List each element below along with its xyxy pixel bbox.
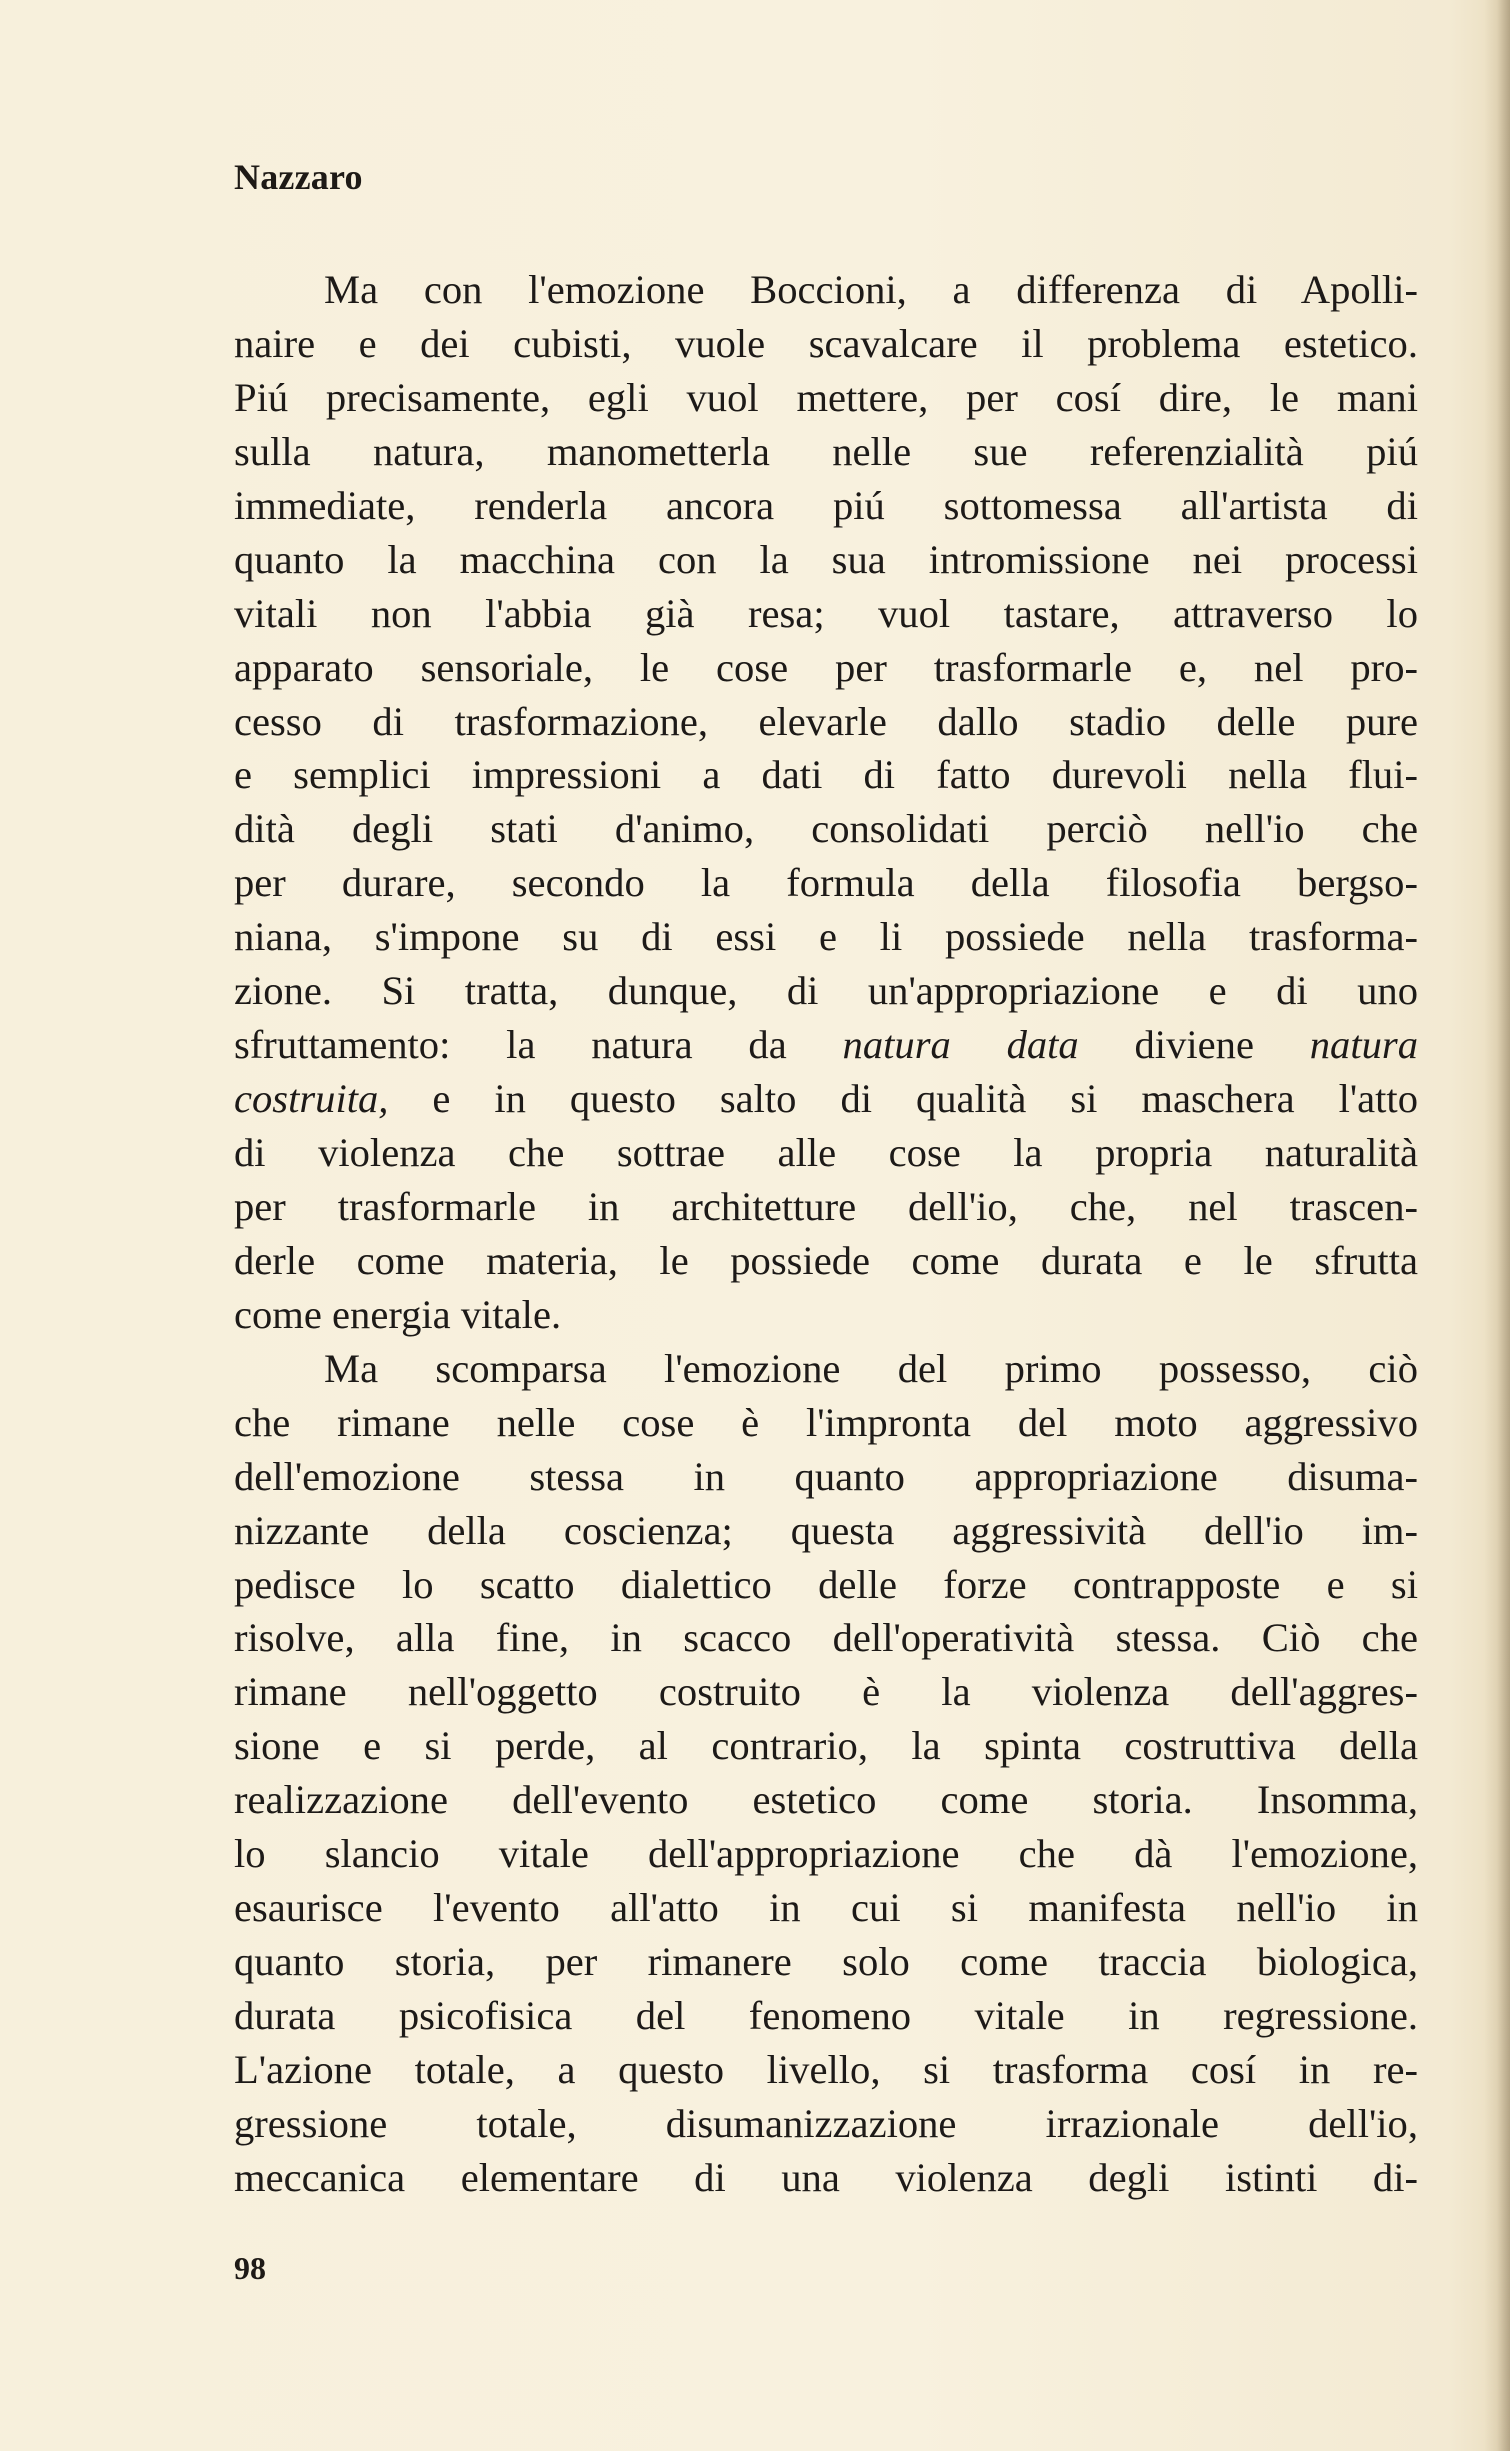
text-line: lo slancio vitale dell'appropriazione che dà l'emozione,	[234, 1831, 1418, 1877]
text-line-with-italics	[234, 1072, 1418, 1126]
text-line: meccanica elementare di una violenza degli istinti di-	[234, 2154, 1418, 2200]
text-line: quanto storia, per rimanere solo come traccia biologica,	[234, 1939, 1418, 1985]
text-line: rimane nell'oggetto costruito è la violenza dell'aggres-	[234, 1669, 1418, 1715]
text-line: come energia vitale.	[234, 1291, 562, 1337]
text-line: dell'emozione stessa in quanto appropriazione disuma-	[234, 1453, 1418, 1499]
italic-phrase: costruita,	[234, 1076, 389, 1122]
text-line: dità degli stati d'animo, consolidati perciò nell'io che	[234, 806, 1418, 852]
text-run: e in questo salto di qualità si maschera l'atto	[388, 1076, 1418, 1122]
text-line: che rimane nelle cose è l'impronta del moto aggressivo	[234, 1399, 1418, 1445]
text-line: cesso di trasformazione, elevarle dallo stadio delle pure	[234, 698, 1418, 744]
text-line: realizzazione dell'evento estetico come storia. Insomma,	[234, 1777, 1418, 1823]
text-line: pedisce lo scatto dialettico delle forze contrapposte e si	[234, 1561, 1418, 1607]
text-line: di violenza che sottrae alle cose la propria naturalità	[234, 1130, 1418, 1175]
text-line: per trasformarle in architetture dell'io, che, nel trascen-	[234, 1183, 1418, 1229]
text-line: durata psicofisica del fenomeno vitale in regressione.	[234, 1993, 1418, 2038]
text-line: vitali non l'abbia già resa; vuol tastare, attraverso lo	[234, 590, 1418, 636]
text-line: naire e dei cubisti, vuole scavalcare il problema estetico.	[234, 320, 1418, 366]
body-text	[234, 263, 1418, 2205]
text-line: L'azione totale, a questo livello, si trasforma cosí in re-	[234, 2046, 1418, 2092]
text-line: niana, s'impone su di essi e li possiede nella trasforma-	[234, 914, 1418, 960]
text-line: Ma con l'emozione Boccioni, a differenza di Apolli-	[324, 267, 1418, 312]
text-line: esaurisce l'evento all'atto in cui si manifesta nell'io in	[234, 1885, 1418, 1931]
text-line: sulla natura, manometterla nelle sue referenzialità piú	[234, 428, 1418, 474]
page-number: 98	[234, 2250, 266, 2286]
text-run: diviene	[1078, 1022, 1310, 1068]
text-line: derle come materia, le possiede come durata e le sfrutta	[234, 1237, 1418, 1283]
text-line: risolve, alla fine, in scacco dell'operatività stessa. Ciò che	[234, 1615, 1418, 1661]
text-line: e semplici impressioni a dati di fatto durevoli nella flui-	[234, 752, 1418, 798]
text-line: nizzante della coscienza; questa aggressività dell'io im-	[234, 1507, 1418, 1553]
text-line: per durare, secondo la formula della filosofia bergso-	[234, 860, 1418, 906]
text-line: sione e si perde, al contrario, la spinta costruttiva della	[234, 1723, 1418, 1769]
italic-phrase: natura	[1309, 1022, 1418, 1068]
text-line: apparato sensoriale, le cose per trasformarle e, nel pro-	[234, 644, 1418, 690]
text-line: gressione totale, disumanizzazione irrazionale dell'io,	[234, 2100, 1418, 2146]
text-line: quanto la macchina con la sua intromissione nei processi	[234, 536, 1418, 582]
running-head: Nazzaro	[234, 157, 363, 197]
text-line-with-italics	[234, 1018, 1418, 1072]
page-edge-shadow	[1484, 0, 1510, 2451]
text-run: sfruttamento: la natura da	[234, 1022, 843, 1068]
text-line: Piú precisamente, egli vuol mettere, per cosí dire, le mani	[234, 374, 1418, 420]
text-line: Ma scomparsa l'emozione del primo possesso, ciò	[324, 1345, 1418, 1391]
text-line: immediate, renderla ancora piú sottomessa all'artista di	[234, 482, 1418, 528]
italic-phrase: natura data	[842, 1022, 1079, 1068]
text-line: zione. Si tratta, dunque, di un'appropriazione e di uno	[234, 968, 1418, 1014]
